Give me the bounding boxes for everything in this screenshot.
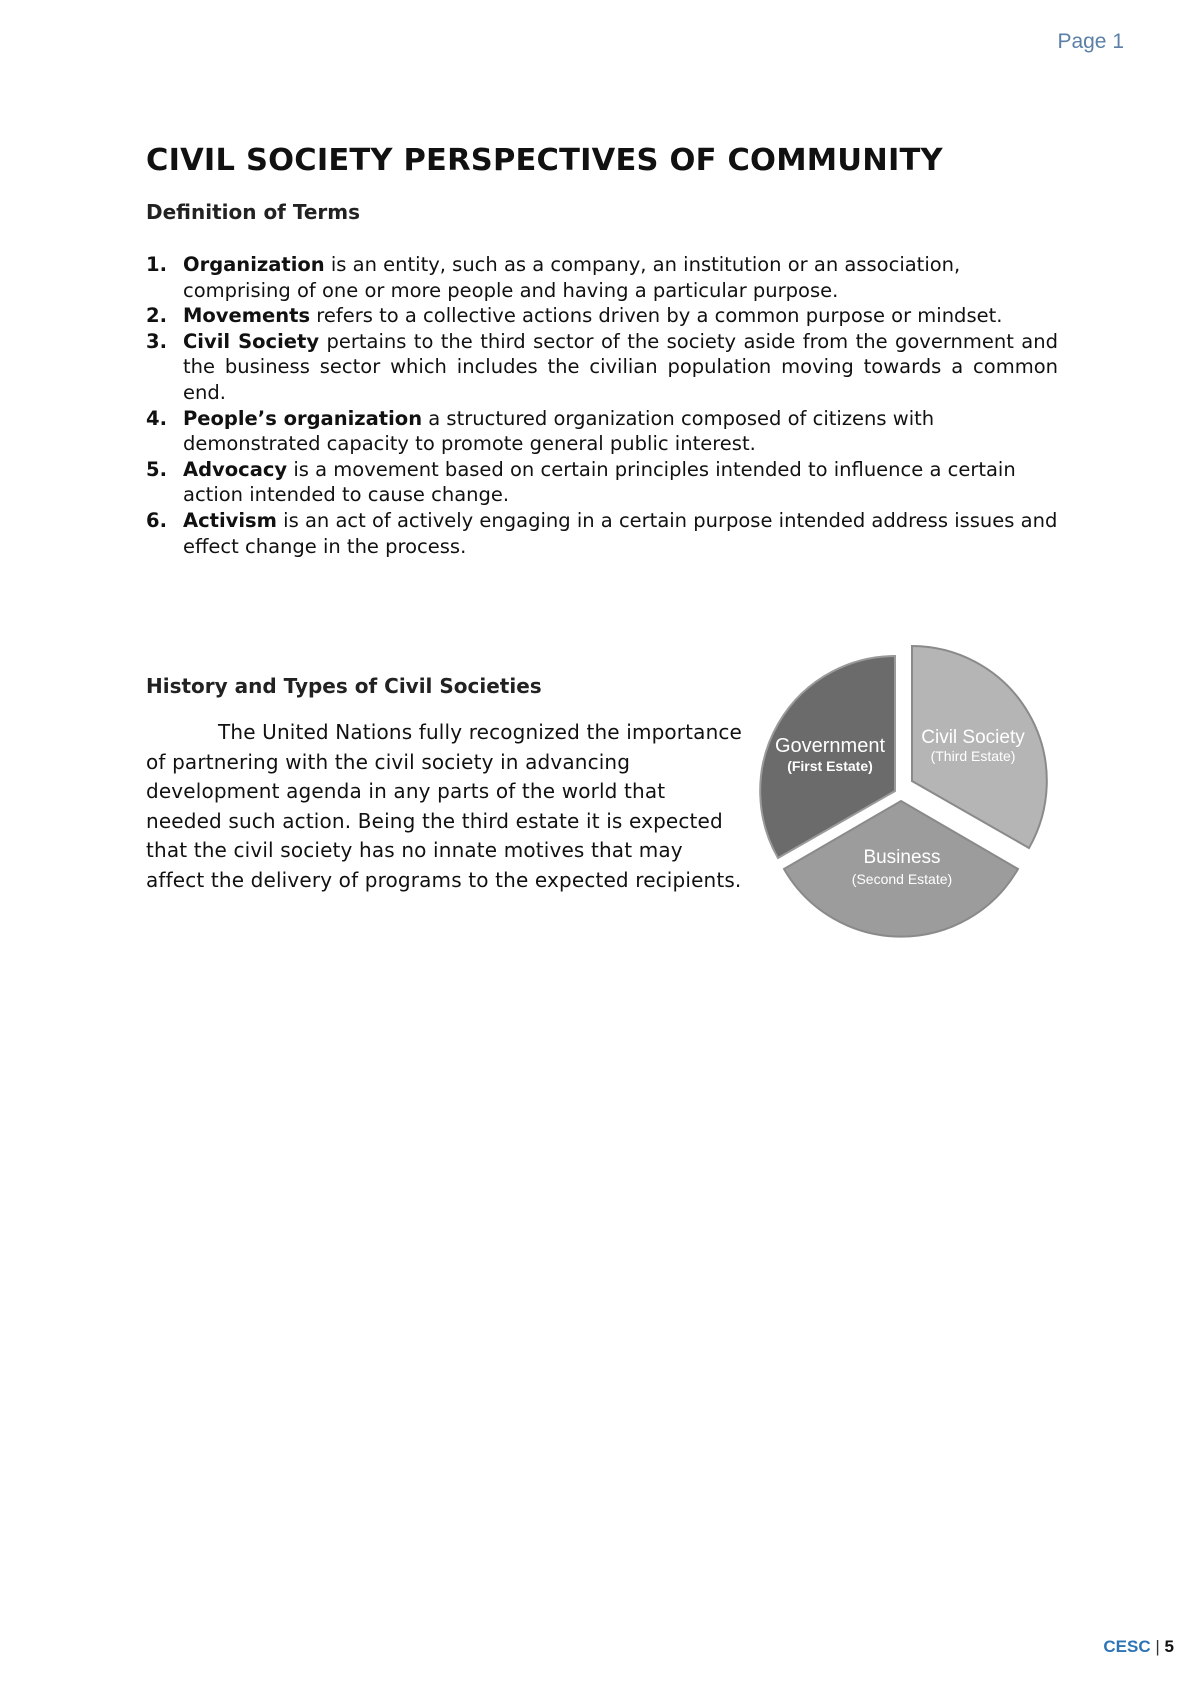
definition-item xyxy=(146,508,1058,559)
footer-course-code: CESC xyxy=(1103,1637,1151,1656)
definition-term: People’s organization xyxy=(183,406,423,430)
pie-sublabel-civil-society: (Third Estate) xyxy=(930,748,1016,764)
history-paragraph xyxy=(146,718,746,895)
definition-term: Advocacy xyxy=(183,457,288,481)
definition-item xyxy=(146,406,1058,457)
history-heading: History and Types of Civil Societies xyxy=(146,674,542,698)
pie-sublabel-government: (First Estate) xyxy=(787,758,873,774)
definition-term: Movements xyxy=(183,304,311,328)
definition-text: refers to a collective actions driven by a common purpose or mindset. xyxy=(310,304,1003,328)
footer-separator: | xyxy=(1155,1637,1160,1656)
pie-sublabel-business: (Second Estate) xyxy=(851,871,953,887)
definition-term: Civil Society xyxy=(183,329,320,353)
definitions-heading: Definition of Terms xyxy=(146,200,361,224)
definition-item xyxy=(146,303,1058,329)
item-number: 1. xyxy=(146,253,167,276)
pie-label-business: Business xyxy=(863,847,941,868)
page-label: Page 1 xyxy=(1057,30,1124,53)
item-number: 6. xyxy=(146,508,167,532)
definition-text: is an entity, such as a company, an institution or an association, comprising of one or more people and having a particular purpose. xyxy=(183,253,961,302)
definitions-list xyxy=(146,252,1058,559)
civil-society-pie-diagram xyxy=(750,640,1050,940)
definition-term: Activism xyxy=(183,508,277,532)
definition-item xyxy=(146,329,1058,406)
definition-item xyxy=(146,457,1058,508)
page-title: CIVIL SOCIETY PERSPECTIVES OF COMMUNITY xyxy=(146,143,943,178)
item-number: 4. xyxy=(146,406,167,430)
item-number: 3. xyxy=(146,329,167,353)
definition-text: a structured organization composed of citizens with demonstrated capacity to promote general public interest. xyxy=(183,406,935,456)
pie-label-government: Government xyxy=(774,735,886,757)
definition-item xyxy=(146,252,1058,303)
definition-text: is a movement based on certain principles intended to influence a certain action intended to cause change. xyxy=(183,457,1016,507)
pie-label-civil-society: Civil Society xyxy=(921,727,1025,748)
page-footer xyxy=(1103,1637,1174,1657)
history-paragraph-text: The United Nations fully recognized the importance of partnering with the civil society in advancing development agenda in any parts of the world that needed such action. Being the third estate it is expected that the civil society has no innate motives that may affect the delivery of programs to the expected recipients. xyxy=(146,720,743,892)
definition-text: is an act of actively engaging in a certain purpose intended address issues and effect change in the process. xyxy=(183,508,1058,558)
item-number: 2. xyxy=(146,304,167,328)
definition-term: Organization xyxy=(183,253,325,276)
item-number: 5. xyxy=(146,457,167,481)
definition-text: pertains to the third sector of the society aside from the government and the business sector which includes the civilian population moving towards a common end. xyxy=(183,329,1058,404)
footer-page-number: 5 xyxy=(1164,1637,1174,1656)
